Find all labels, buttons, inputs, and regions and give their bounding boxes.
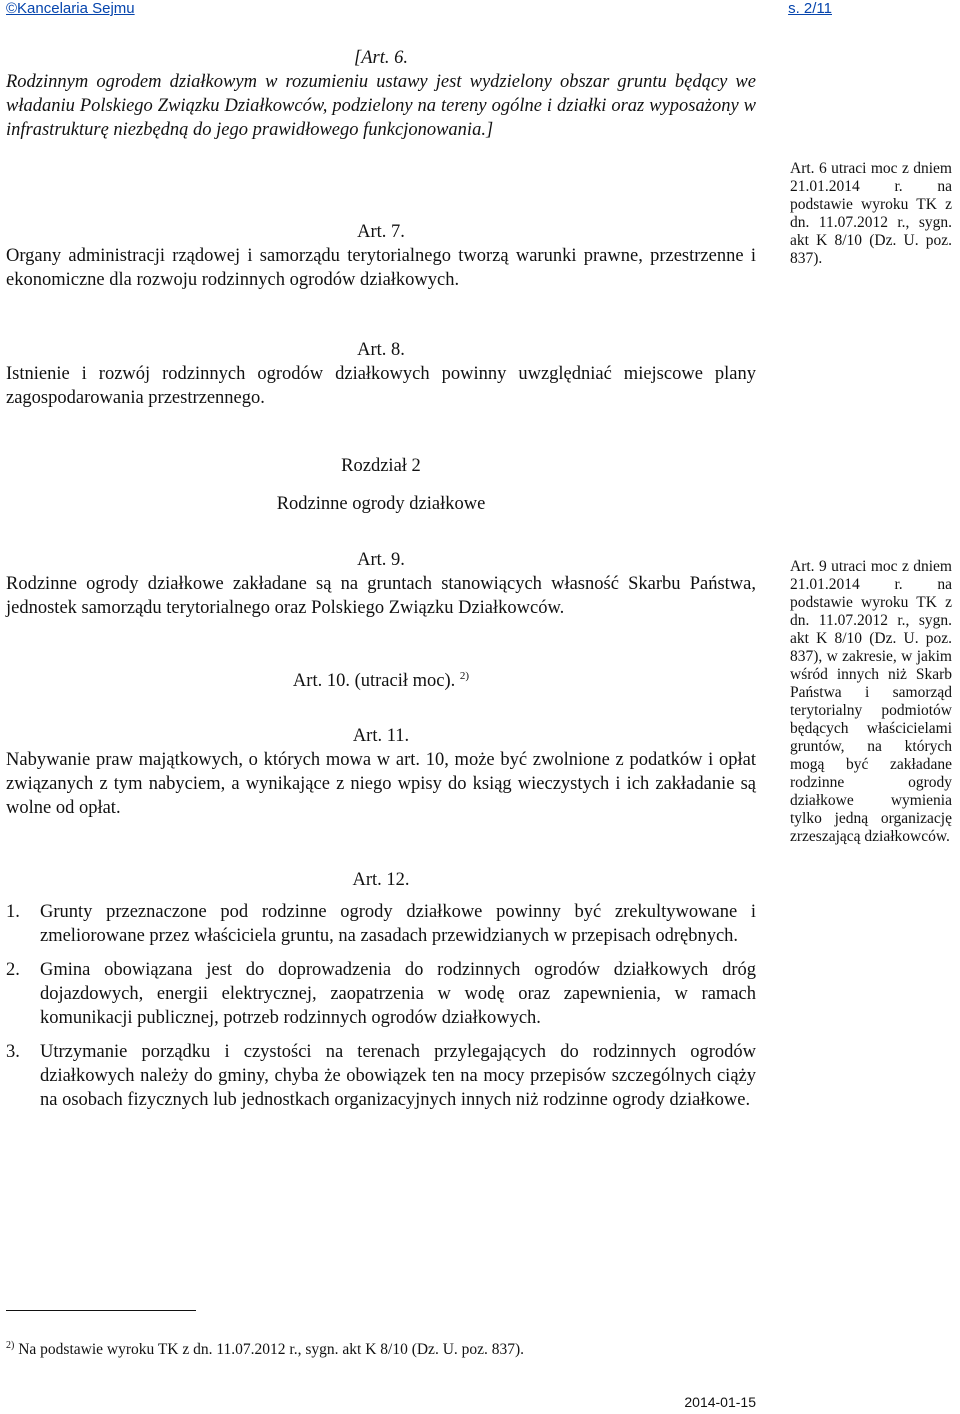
chapter-heading (6, 454, 756, 516)
item-text: Grunty przeznaczone pod rodzinne ogrody działkowe powinny być zrekultywowane i zmeliorowane przez właściciela gruntu, na zasadach przewidzianych w przepisach odrębnych. (40, 902, 756, 946)
art7-body: Organy administracji rządowej i samorządu terytorialnego tworzą warunki prawne, przestrzenne i ekonomiczne dla rozwoju rodzinnych ogrodów działkowych. (6, 246, 756, 290)
art10-heading (6, 664, 756, 693)
footnote-ref: 2) (459, 670, 470, 682)
chapter-number: Rozdział 2 (341, 456, 421, 476)
art8-heading: Art. 8. (357, 340, 405, 360)
art12-item-2 (6, 958, 756, 1030)
item-text: Utrzymanie porządku i czystości na terenach przylegających do rodzinnych ogrodów działkowych należy do gminy, chyba że obowiązek ten na mocy przepisów szczególnych ciąży na osobach fizycznych lub jednostkach organizacyjnych innych niż rodzinne ogrody działkowe. (40, 1042, 756, 1110)
art9-heading: Art. 9. (357, 550, 405, 570)
page-header (0, 0, 960, 24)
item-number: 3. (6, 1042, 20, 1062)
footnote-separator (6, 1310, 196, 1311)
footnote-text: Na podstawie wyroku TK z dn. 11.07.2012 r., sygn. akt K 8/10 (Dz. U. poz. 837). (18, 1341, 525, 1359)
item-number: 1. (6, 902, 20, 922)
footer-date: 2014-01-15 (684, 1394, 756, 1410)
art7-section (6, 220, 756, 292)
art11-section (6, 724, 756, 820)
item-number: 2. (6, 960, 20, 980)
art8-body: Istnienie i rozwój rodzinnych ogrodów działkowych powinny uwzględniać miejscowe plany zagospodarowania przestrzennego. (6, 364, 756, 408)
art11-body: Nabywanie praw majątkowych, o których mowa w art. 10, może być zwolnione z podatków i opłat związanych z tym nabyciem, a wynikające z niego wpisy do ksiąg wieczystych i ich zakładanie są wolne od opłat. (6, 750, 756, 818)
art12-section (6, 868, 756, 1112)
art6-section (6, 46, 756, 142)
chapter-title: Rodzinne ogrody działkowe (276, 494, 486, 514)
art12-item-3 (6, 1040, 756, 1112)
page-number-link[interactable]: s. 2/11 (788, 0, 832, 17)
art9-margin-note: Art. 9 utraci moc z dniem 21.01.2014 r. na podstawie wyroku TK z dn. 11.07.2012 r., sygn. akt K 8/10 (Dz. U. poz. 837), w zakresie, w jakim wśród innych niż Skarb Państwa i samorząd terytorialny podmiotów będących właścicielami gruntów, na których mogą być zakładane rodzinne ogrody działkowe wymienia tylko jedną organizację zrzeszającą działkowców. (790, 558, 952, 845)
art12-item-1 (6, 900, 756, 948)
art9-body: Rodzinne ogrody działkowe zakładane są na gruntach stanowiących własność Skarbu Państwa, jednostek samorządu terytorialnego oraz Polskiego Związku Działkowców. (6, 574, 756, 618)
source-link[interactable]: ©Kancelaria Sejmu (6, 0, 135, 17)
art6-margin-note: Art. 6 utraci moc z dniem 21.01.2014 r. na podstawie wyroku TK z dn. 11.07.2012 r., sygn. akt K 8/10 (Dz. U. poz. 837). (790, 160, 952, 267)
footnote (6, 1340, 524, 1359)
art8-section (6, 338, 756, 410)
art6-heading: [Art. 6. (354, 48, 408, 68)
art7-heading: Art. 7. (357, 222, 405, 242)
footnote-mark: 2) (6, 1340, 15, 1351)
art11-heading: Art. 11. (352, 726, 410, 746)
art6-body: Rodzinnym ogrodem działkowym w rozumieniu ustawy jest wydzielony obszar gruntu będący we władaniu Polskiego Związku Działkowców, podzielony na tereny ogólne i działki oraz wyposażony w infrastrukturę niezbędną do jego prawidłowego funkcjonowania.] (6, 72, 756, 140)
art9-section (6, 548, 756, 620)
art12-heading: Art. 12. (352, 870, 410, 890)
item-text: Gmina obowiązana jest do doprowadzenia do rodzinnych ogrodów działkowych dróg dojazdowych, energii elektrycznej, zaopatrzenia w wodę oraz zapewnienia, w ramach komunikacji publicznej, potrzeb rodzinnych ogrodów działkowych. (40, 960, 756, 1028)
art10-label: Art. 10. (utracił moc). (292, 671, 456, 692)
